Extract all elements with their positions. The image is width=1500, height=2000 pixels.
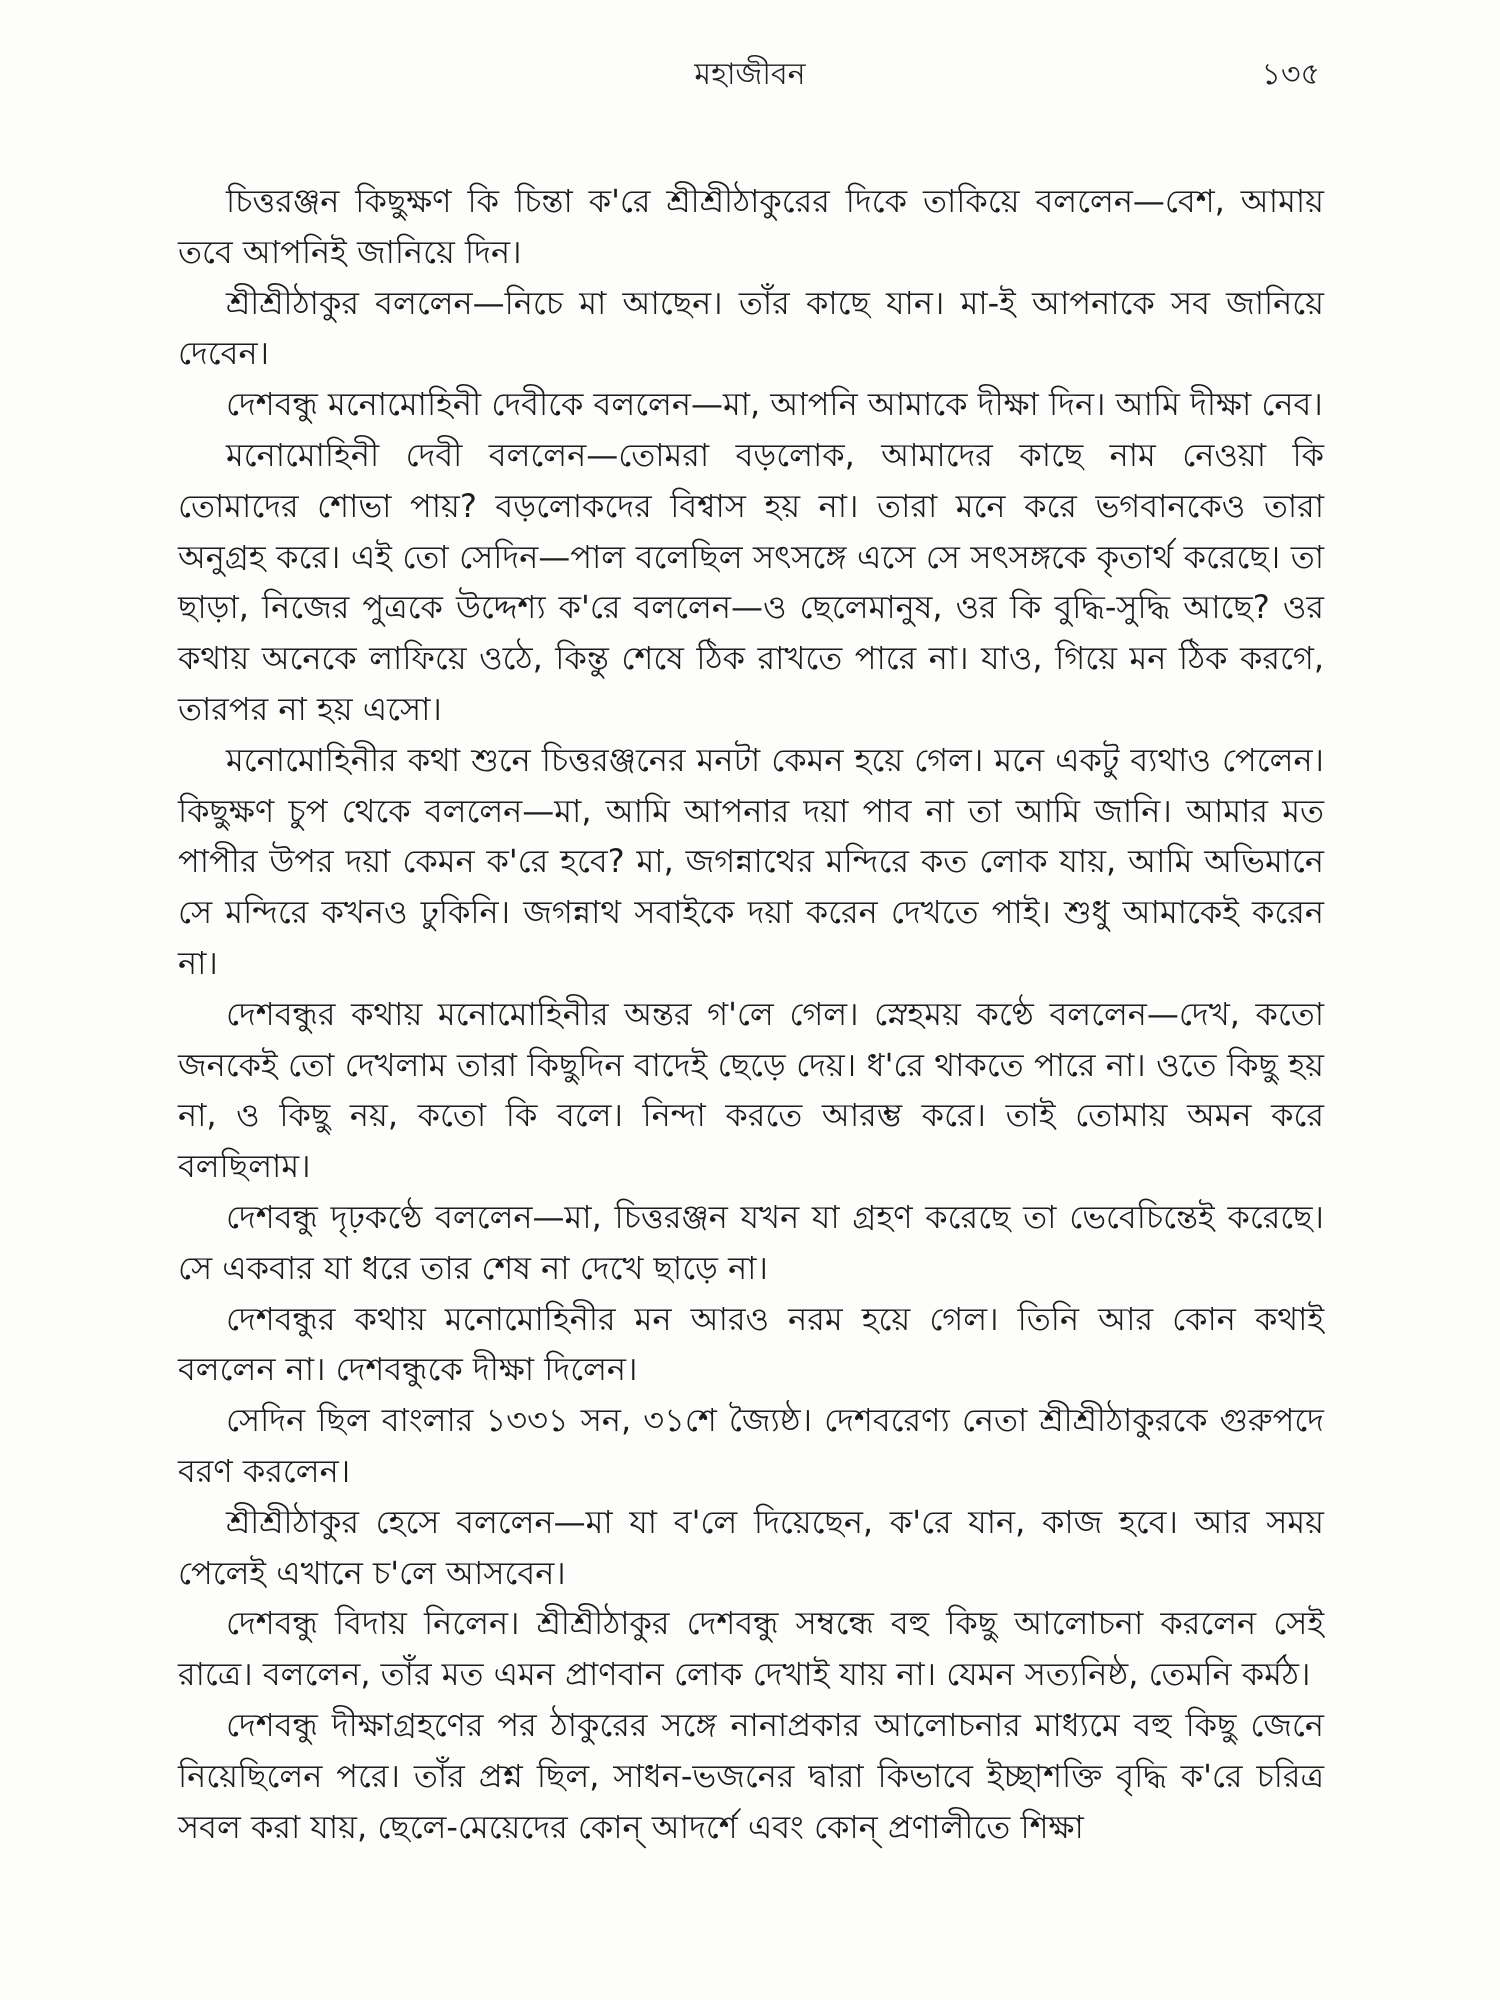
paragraph: শ্রীশ্রীঠাকুর হেসে বললেন—মা যা ব'লে দিয়েছেন, ক'রে যান, কাজ হবে। আর সময় পেলেই এখানে চ'লে আসবেন।	[178, 1502, 1324, 1592]
running-title: মহাজীবন	[694, 57, 806, 92]
paragraph: দেশবন্ধু বিদায় নিলেন। শ্রীশ্রীঠাকুর দেশবন্ধু সম্বন্ধে বহু কিছু আলোচনা করলেন সেই রাত্রে। বললেন, তাঁর মত এমন প্রাণবান লোক দেখাই যায় না। যেমন সত্যনিষ্ঠ, তেমনি কর্মঠ।	[178, 1604, 1324, 1694]
paragraph: দেশবন্ধু দৃঢ়কণ্ঠে বললেন—মা, চিত্তরঞ্জন যখন যা গ্রহণ করেছে তা ভেবেচিন্তেই করেছে। সে একবার যা ধরে তার শেষ না দেখে ছাড়ে না।	[178, 1197, 1324, 1287]
paragraph: চিত্তরঞ্জন কিছুক্ষণ কি চিন্তা ক'রে শ্রীশ্রীঠাকুরের দিকে তাকিয়ে বললেন—বেশ, আমায় তবে আপনিই জানিয়ে দিন।	[178, 182, 1324, 271]
paragraph: দেশবন্ধুর কথায় মনোমোহিনীর অন্তর গ'লে গেল। স্নেহময় কণ্ঠে বললেন—দেখ, কতো জনকেই তো দেখলাম তারা কিছুদিন বাদেই ছেড়ে দেয়। ধ'রে থাকতে পারে না। ওতে কিছু হয় না, ও কিছু নয়, কতো কি বলে। নিন্দা করতে আরম্ভ করে। তাই তোমায় অমন করে বলছিলাম।	[178, 994, 1324, 1186]
paragraph: শ্রীশ্রীঠাকুর বললেন—নিচে মা আছেন। তাঁর কাছে যান। মা-ই আপনাকে সব জানিয়ে দেবেন।	[178, 283, 1324, 373]
paragraph: দেশবন্ধু দীক্ষাগ্রহণের পর ঠাকুরের সঙ্গে নানাপ্রকার আলোচনার মাধ্যমে বহু কিছু জেনে নিয়েছিলেন পরে। তাঁর প্রশ্ন ছিল, সাধন-ভজনের দ্বারা কিভাবে ইচ্ছাশক্তি বৃদ্ধি ক'রে চরিত্র সবল করা যায়, ছেলে-মেয়েদের কোন্ আদর্শে এবং কোন্ প্রণালীতে শিক্ষা	[178, 1705, 1324, 1846]
paragraph: মনোমোহিনীর কথা শুনে চিত্তরঞ্জনের মনটা কেমন হয়ে গেল। মনে একটু ব্যথাও পেলেন। কিছুক্ষণ চুপ থেকে বললেন—মা, আমি আপনার দয়া পাব না তা আমি জানি। আমার মত পাপীর উপর দয়া কেমন ক'রে হবে? মা, জগন্নাথের মন্দিরে কত লোক যায়, আমি অভিমানে সে মন্দিরে কখনও ঢুকিনি। জগন্নাথ সবাইকে দয়া করেন দেখতে পাই। শুধু আমাকেই করেন না।	[178, 740, 1324, 982]
paragraph: মনোমোহিনী দেবী বললেন—তোমরা বড়লোক, আমাদের কাছে নাম নেওয়া কি তোমাদের শোভা পায়? বড়লোকদের বিশ্বাস হয় না। তারা মনে করে ভগবানকেও তারা অনুগ্রহ করে। এই তো সেদিন—পাল বলেছিল সৎসঙ্গে এসে সে সৎসঙ্গকে কৃতার্থ করেছে। তা ছাড়া, নিজের পুত্রকে উদ্দেশ্য ক'রে বললেন—ও ছেলেমানুষ, ওর কি বুদ্ধি-সুদ্ধি আছে? ওর কথায় অনেকে লাফিয়ে ওঠে, কিন্তু শেষে ঠিক রাখতে পারে না। যাও, গিয়ে মন ঠিক করগে, তারপর না হয় এসো।	[178, 435, 1324, 728]
body-text	[178, 176, 1324, 1852]
page-number: ১৩৫	[1261, 57, 1320, 92]
running-head	[180, 52, 1320, 102]
paragraph: সেদিন ছিল বাংলার ১৩৩১ সন, ৩১শে জ্যৈষ্ঠ। দেশবরেণ্য নেতা শ্রীশ্রীঠাকুরকে গুরুপদে বরণ করলেন।	[178, 1401, 1324, 1490]
paragraph: দেশবন্ধু মনোমোহিনী দেবীকে বললেন—মা, আপনি আমাকে দীক্ষা দিন। আমি দীক্ষা নেব।	[226, 385, 1323, 424]
paragraph: দেশবন্ধুর কথায় মনোমোহিনীর মন আরও নরম হয়ে গেল। তিনি আর কোন কথাই বললেন না। দেশবন্ধুকে দীক্ষা দিলেন।	[178, 1299, 1324, 1389]
